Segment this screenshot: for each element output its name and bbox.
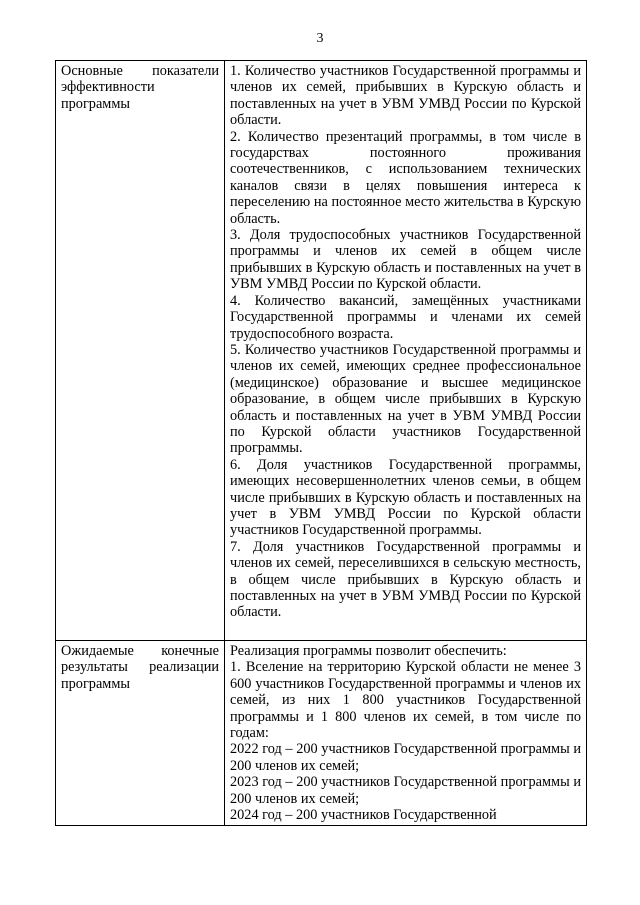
row-content-results [225, 641, 587, 826]
result-paragraph: 2023 год – 200 участников Государственной программы и 200 членов их семей; [230, 774, 581, 807]
row-label-indicators: Основные показатели эффективности программы [56, 61, 225, 641]
indicator-paragraph: 3. Доля трудоспособных участников Государственной программы и членов их семей в общем числе прибывших в Курскую область и поставленных на учет в УВМ УМВД России по Курской области. [230, 227, 581, 293]
table-row-results [56, 641, 587, 826]
indicator-paragraph: 4. Количество вакансий, замещённых участниками Государственной программы и членами их семей трудоспособного возраста. [230, 292, 581, 342]
table-row-indicators [56, 61, 587, 641]
row-label-results: Ожидаемые конечные результаты реализации программы [56, 641, 225, 826]
program-passport-table [55, 60, 587, 826]
indicator-paragraph: 6. Доля участников Государственной программы, имеющих несовершеннолетних членов семьи, в общем числе прибывших в Курскую область и поставленных на учет в УВМ УМВД России по Курской области участников Государственной программы. [230, 456, 581, 539]
result-paragraph: Реализация программы позволит обеспечить: [230, 643, 507, 659]
result-paragraph: 2024 год – 200 участников Государственной [230, 807, 497, 824]
page-number: 3 [316, 31, 324, 46]
indicator-paragraph: 2. Количество презентаций программы, в том числе в государствах постоянного проживания соотечественников, с использованием технических каналов связи в целях повышения интереса к переселению на постоянное место жительства в Курскую область. [230, 128, 581, 227]
result-paragraph: 2022 год – 200 участников Государственной программы и 200 членов их семей; [230, 741, 581, 774]
indicator-paragraph: 1. Количество участников Государственной программы и членов их семей, прибывших в Курскую область и поставленных на учет в УВМ УМВД России по Курской области. [230, 63, 581, 129]
result-paragraph: 1. Вселение на территорию Курской области не менее 3 600 участников Государственной программы и членов их семей, из них 1 800 участников Государственной программы и 1 800 членов их семей, в том числе по годам: [230, 659, 581, 742]
indicator-paragraph: 5. Количество участников Государственной программы и членов их семей, имеющих среднее профессиональное (медицинское) образование и высшее медицинское образование, в общем числе прибывших в Курскую область и поставленных на учет в УВМ УМВД России по Курской области участников Государственной программы. [230, 341, 581, 457]
indicator-paragraph: 7. Доля участников Государственной программы и членов их семей, переселившихся в сельскую местность, в общем числе прибывших в Курскую область и поставленных на учет в УВМ УМВД России по Курской области. [230, 538, 581, 621]
row-content-indicators [225, 61, 587, 641]
